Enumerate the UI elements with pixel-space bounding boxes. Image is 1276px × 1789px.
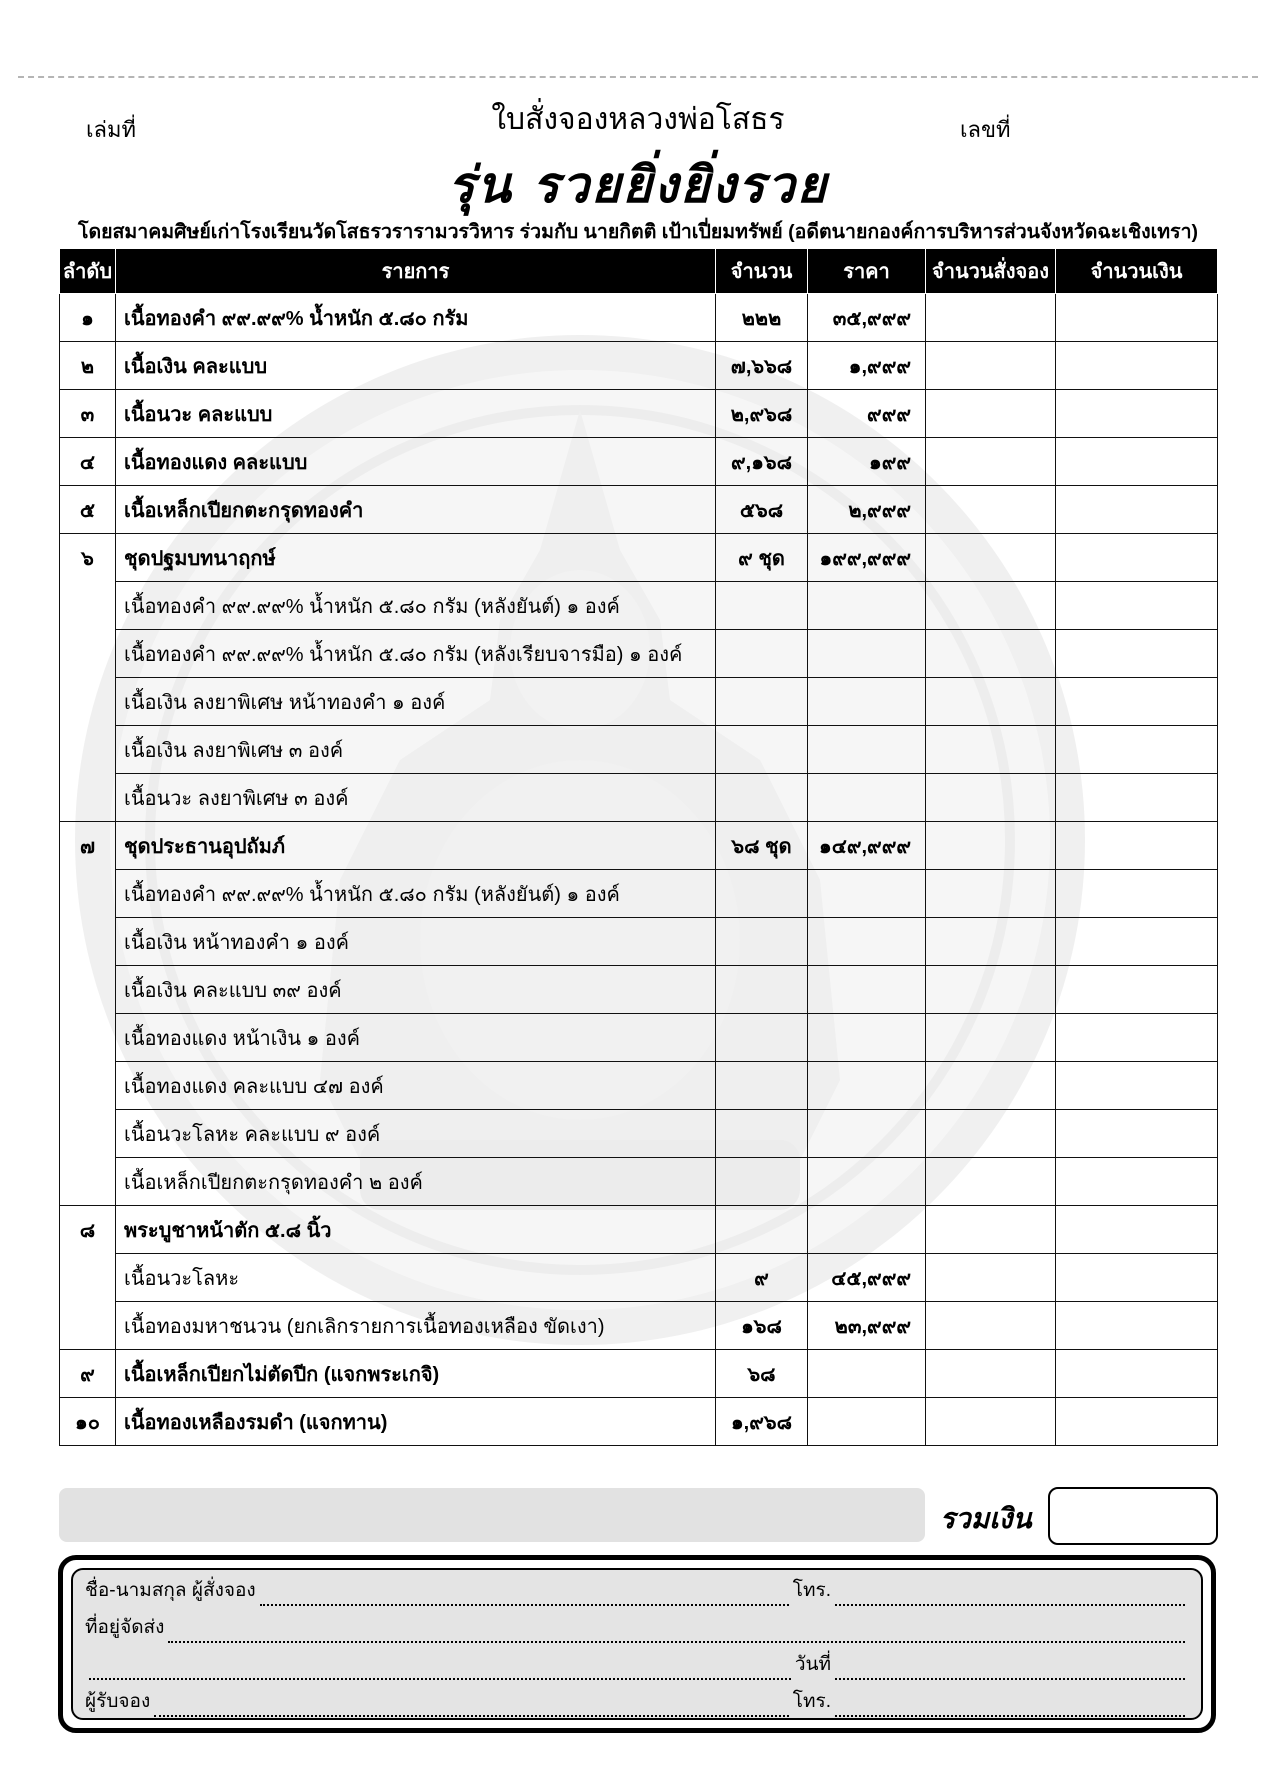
row-item: เนื้อเงิน ลงยาพิเศษ ๓ องค์ bbox=[116, 726, 716, 774]
row-item: เนื้อทองเหลืองรมดำ (แจกทาน) bbox=[116, 1398, 716, 1446]
row-number bbox=[60, 966, 116, 1014]
receiver-phone-label: โทร. bbox=[792, 1691, 831, 1712]
row-price bbox=[808, 870, 926, 918]
row-item: ชุดประธานอุปถัมภ์ bbox=[116, 822, 716, 870]
row-number: ๑ bbox=[60, 294, 116, 342]
row-order-qty-field[interactable] bbox=[926, 918, 1056, 966]
row-amount-field[interactable] bbox=[1056, 1110, 1218, 1158]
row-quantity bbox=[716, 726, 808, 774]
row-number: ๒ bbox=[60, 342, 116, 390]
row-order-qty-field[interactable] bbox=[926, 342, 1056, 390]
row-quantity bbox=[716, 630, 808, 678]
order-table-body bbox=[60, 294, 1218, 1446]
row-quantity bbox=[716, 1110, 808, 1158]
row-number bbox=[60, 1110, 116, 1158]
table-row bbox=[60, 774, 1218, 822]
row-amount-field[interactable] bbox=[1056, 438, 1218, 486]
row-quantity: ๖๘ ชุด bbox=[716, 822, 808, 870]
row-item: เนื้อทองแดง คละแบบ ๔๗ องค์ bbox=[116, 1062, 716, 1110]
row-order-qty-field[interactable] bbox=[926, 966, 1056, 1014]
table-row bbox=[60, 438, 1218, 486]
row-number: ๘ bbox=[60, 1206, 116, 1254]
row-price bbox=[808, 582, 926, 630]
table-row bbox=[60, 1206, 1218, 1254]
receiver-label: ผู้รับจอง bbox=[85, 1691, 151, 1712]
table-row bbox=[60, 342, 1218, 390]
row-order-qty-field[interactable] bbox=[926, 1398, 1056, 1446]
row-quantity: ๑,๙๖๘ bbox=[716, 1398, 808, 1446]
book-number-label: เล่มที่ bbox=[86, 117, 137, 142]
row-amount-field[interactable] bbox=[1056, 630, 1218, 678]
row-quantity bbox=[716, 1062, 808, 1110]
row-number bbox=[60, 726, 116, 774]
row-number bbox=[60, 870, 116, 918]
row-price: ๒๓,๙๙๙ bbox=[808, 1302, 926, 1350]
row-order-qty-field[interactable] bbox=[926, 1254, 1056, 1302]
row-order-qty-field[interactable] bbox=[926, 582, 1056, 630]
row-number bbox=[60, 678, 116, 726]
row-number bbox=[60, 582, 116, 630]
table-row bbox=[60, 1398, 1218, 1446]
row-amount-field[interactable] bbox=[1056, 1014, 1218, 1062]
row-amount-field[interactable] bbox=[1056, 774, 1218, 822]
row-price: ๓๕,๙๙๙ bbox=[808, 294, 926, 342]
row-number bbox=[60, 1014, 116, 1062]
row-order-qty-field[interactable] bbox=[926, 630, 1056, 678]
row-amount-field[interactable] bbox=[1056, 918, 1218, 966]
row-order-qty-field[interactable] bbox=[926, 1014, 1056, 1062]
row-price bbox=[808, 1110, 926, 1158]
row-number bbox=[60, 918, 116, 966]
row-order-qty-field[interactable] bbox=[926, 1206, 1056, 1254]
row-item: เนื้อนวะโลหะ bbox=[116, 1254, 716, 1302]
row-item: เนื้อเหล็กเปียกตะกรุดทองคำ bbox=[116, 486, 716, 534]
row-item: พระบูชาหน้าตัก ๕.๘ นิ้ว bbox=[116, 1206, 716, 1254]
row-amount-field[interactable] bbox=[1056, 822, 1218, 870]
row-item: เนื้อทองคำ ๙๙.๙๙% น้ำหนัก ๕.๘๐ กรัม (หลังเรียบจารมือ) ๑ องค์ bbox=[116, 630, 716, 678]
row-number bbox=[60, 1158, 116, 1206]
row-item: เนื้อนวะโลหะ คละแบบ ๙ องค์ bbox=[116, 1110, 716, 1158]
row-price bbox=[808, 678, 926, 726]
row-amount-field[interactable] bbox=[1056, 870, 1218, 918]
row-quantity bbox=[716, 582, 808, 630]
row-number: ๑๐ bbox=[60, 1398, 116, 1446]
row-quantity bbox=[716, 1158, 808, 1206]
row-price bbox=[808, 726, 926, 774]
row-item: เนื้อนวะ คละแบบ bbox=[116, 390, 716, 438]
row-item: เนื้อนวะ ลงยาพิเศษ ๓ องค์ bbox=[116, 774, 716, 822]
name-label: ชื่อ-นามสกุล ผู้สั่งจอง bbox=[85, 1580, 256, 1601]
table-row bbox=[60, 1158, 1218, 1206]
table-row bbox=[60, 1302, 1218, 1350]
row-order-qty-field[interactable] bbox=[926, 534, 1056, 582]
page-title: ใบสั่งจองหลวงพ่อโสธร bbox=[491, 103, 785, 136]
table-row bbox=[60, 822, 1218, 870]
row-order-qty-field[interactable] bbox=[926, 1110, 1056, 1158]
row-item: เนื้อทองคำ ๙๙.๙๙% น้ำหนัก ๕.๘๐ กรัม (หลังยันต์) ๑ องค์ bbox=[116, 870, 716, 918]
table-row bbox=[60, 1062, 1218, 1110]
row-amount-field[interactable] bbox=[1056, 342, 1218, 390]
row-price: ๑๔๙,๙๙๙ bbox=[808, 822, 926, 870]
phone-label: โทร. bbox=[792, 1580, 831, 1601]
row-number: ๖ bbox=[60, 534, 116, 582]
table-row bbox=[60, 1014, 1218, 1062]
row-order-qty-field[interactable] bbox=[926, 726, 1056, 774]
row-number bbox=[60, 1302, 116, 1350]
row-amount-field[interactable] bbox=[1056, 390, 1218, 438]
date-field[interactable] bbox=[835, 1658, 1185, 1680]
row-number: ๕ bbox=[60, 486, 116, 534]
total-amount-field[interactable] bbox=[1048, 1487, 1218, 1545]
address-label: ที่อยู่จัดส่ง bbox=[85, 1617, 165, 1638]
receiver-phone-line bbox=[85, 1687, 1189, 1717]
organizer-subtitle: โดยสมาคมศิษย์เก่าโรงเรียนวัดโสธรวรารามวรวิหาร ร่วมกับ นายกิตติ เป้าเปี่ยมทรัพย์ (อดีตนายกองค์การบริหารส่วนจังหวัดฉะเชิงเทรา) bbox=[77, 221, 1199, 243]
row-item: เนื้อทองแดง หน้าเงิน ๑ องค์ bbox=[116, 1014, 716, 1062]
receiver-phone-field[interactable] bbox=[835, 1695, 1185, 1717]
row-order-qty-field[interactable] bbox=[926, 390, 1056, 438]
receiver-field[interactable] bbox=[154, 1695, 789, 1717]
order-table bbox=[59, 248, 1218, 1446]
row-price: ๙๙๙ bbox=[808, 390, 926, 438]
row-price: ๒,๙๙๙ bbox=[808, 486, 926, 534]
customer-form bbox=[58, 1555, 1216, 1733]
col-header-item: รายการ bbox=[116, 249, 716, 294]
table-row bbox=[60, 918, 1218, 966]
cut-line bbox=[18, 76, 1258, 78]
row-order-qty-field[interactable] bbox=[926, 774, 1056, 822]
row-price: ๑๙๙ bbox=[808, 438, 926, 486]
row-price bbox=[808, 1398, 926, 1446]
row-amount-field[interactable] bbox=[1056, 1302, 1218, 1350]
row-order-qty-field[interactable] bbox=[926, 870, 1056, 918]
row-item: เนื้อเหล็กเปียกตะกรุดทองคำ ๒ องค์ bbox=[116, 1158, 716, 1206]
table-row bbox=[60, 966, 1218, 1014]
form-number-label: เลขที่ bbox=[960, 117, 1011, 142]
table-header-row bbox=[60, 249, 1218, 294]
table-row bbox=[60, 726, 1218, 774]
row-quantity bbox=[716, 774, 808, 822]
row-amount-field[interactable] bbox=[1056, 1062, 1218, 1110]
row-amount-field[interactable] bbox=[1056, 1254, 1218, 1302]
row-quantity: ๕๖๘ bbox=[716, 486, 808, 534]
row-amount-field[interactable] bbox=[1056, 1158, 1218, 1206]
col-header-price: ราคา bbox=[808, 249, 926, 294]
row-quantity: ๒,๙๖๘ bbox=[716, 390, 808, 438]
total-label: รวมเงิน bbox=[940, 1502, 1032, 1535]
table-row bbox=[60, 870, 1218, 918]
name-field[interactable] bbox=[260, 1584, 789, 1606]
row-quantity bbox=[716, 678, 808, 726]
address-date-line bbox=[85, 1650, 1189, 1680]
row-order-qty-field[interactable] bbox=[926, 1302, 1056, 1350]
table-row bbox=[60, 1110, 1218, 1158]
row-order-qty-field[interactable] bbox=[926, 294, 1056, 342]
col-header-amount: จำนวนเงิน bbox=[1056, 249, 1218, 294]
row-order-qty-field[interactable] bbox=[926, 1350, 1056, 1398]
row-item: เนื้อทองแดง คละแบบ bbox=[116, 438, 716, 486]
table-row bbox=[60, 486, 1218, 534]
row-order-qty-field[interactable] bbox=[926, 1062, 1056, 1110]
row-quantity: ๙,๑๖๘ bbox=[716, 438, 808, 486]
edition-title: รุ่น รวยยิ่งยิ่งรวย bbox=[447, 155, 829, 214]
name-phone-line bbox=[85, 1576, 1189, 1606]
date-label: วันที่ bbox=[794, 1654, 831, 1675]
table-row bbox=[60, 390, 1218, 438]
row-item: เนื้อเหล็กเปียกไม่ตัดปีก (แจกพระเกจิ) bbox=[116, 1350, 716, 1398]
customer-form-panel bbox=[71, 1568, 1203, 1720]
table-row bbox=[60, 294, 1218, 342]
phone-field[interactable] bbox=[835, 1584, 1185, 1606]
row-item: เนื้อทองมหาชนวน (ยกเลิกรายการเนื้อทองเหลือง ขัดเงา) bbox=[116, 1302, 716, 1350]
row-quantity bbox=[716, 1014, 808, 1062]
row-number bbox=[60, 630, 116, 678]
row-item: เนื้อทองคำ ๙๙.๙๙% น้ำหนัก ๕.๘๐ กรัม bbox=[116, 294, 716, 342]
row-number: ๓ bbox=[60, 390, 116, 438]
row-quantity: ๑๖๘ bbox=[716, 1302, 808, 1350]
col-header-order-qty: จำนวนสั่งจอง bbox=[926, 249, 1056, 294]
row-quantity: ๙ ชุด bbox=[716, 534, 808, 582]
row-amount-field[interactable] bbox=[1056, 486, 1218, 534]
address-line bbox=[85, 1613, 1189, 1643]
row-number: ๗ bbox=[60, 822, 116, 870]
row-quantity bbox=[716, 1206, 808, 1254]
table-row bbox=[60, 582, 1218, 630]
row-order-qty-field[interactable] bbox=[926, 678, 1056, 726]
row-price bbox=[808, 918, 926, 966]
row-order-qty-field[interactable] bbox=[926, 486, 1056, 534]
row-item: เนื้อเงิน ลงยาพิเศษ หน้าทองคำ ๑ องค์ bbox=[116, 678, 716, 726]
row-amount-field[interactable] bbox=[1056, 534, 1218, 582]
row-quantity: ๙ bbox=[716, 1254, 808, 1302]
row-order-qty-field[interactable] bbox=[926, 822, 1056, 870]
col-header-no: ลำดับ bbox=[60, 249, 116, 294]
row-price bbox=[808, 774, 926, 822]
row-order-qty-field[interactable] bbox=[926, 438, 1056, 486]
row-item: เนื้อเงิน คละแบบ ๓๙ องค์ bbox=[116, 966, 716, 1014]
address-field[interactable] bbox=[168, 1621, 1185, 1643]
row-price: ๑,๙๙๙ bbox=[808, 342, 926, 390]
row-price bbox=[808, 1062, 926, 1110]
row-item: เนื้อทองคำ ๙๙.๙๙% น้ำหนัก ๕.๘๐ กรัม (หลังยันต์) ๑ องค์ bbox=[116, 582, 716, 630]
row-number: ๔ bbox=[60, 438, 116, 486]
row-price bbox=[808, 966, 926, 1014]
row-quantity bbox=[716, 870, 808, 918]
table-row bbox=[60, 1350, 1218, 1398]
row-number: ๙ bbox=[60, 1350, 116, 1398]
row-amount-field[interactable] bbox=[1056, 966, 1218, 1014]
row-order-qty-field[interactable] bbox=[926, 1158, 1056, 1206]
row-amount-field[interactable] bbox=[1056, 1398, 1218, 1446]
table-row bbox=[60, 534, 1218, 582]
row-amount-field[interactable] bbox=[1056, 1350, 1218, 1398]
row-price bbox=[808, 1014, 926, 1062]
row-number bbox=[60, 1062, 116, 1110]
row-price: ๑๙๙,๙๙๙ bbox=[808, 534, 926, 582]
table-row bbox=[60, 1254, 1218, 1302]
row-number bbox=[60, 774, 116, 822]
row-amount-field[interactable] bbox=[1056, 294, 1218, 342]
row-number bbox=[60, 1254, 116, 1302]
row-price bbox=[808, 1350, 926, 1398]
table-row bbox=[60, 630, 1218, 678]
row-quantity bbox=[716, 918, 808, 966]
row-quantity: ๗,๖๖๘ bbox=[716, 342, 808, 390]
row-item: เนื้อเงิน คละแบบ bbox=[116, 342, 716, 390]
row-price: ๔๕,๙๙๙ bbox=[808, 1254, 926, 1302]
row-price bbox=[808, 630, 926, 678]
row-amount-field[interactable] bbox=[1056, 678, 1218, 726]
row-item: เนื้อเงิน หน้าทองคำ ๑ องค์ bbox=[116, 918, 716, 966]
address-field-2[interactable] bbox=[89, 1658, 791, 1680]
row-quantity: ๒๒๒ bbox=[716, 294, 808, 342]
col-header-quantity: จำนวน bbox=[716, 249, 808, 294]
row-price bbox=[808, 1158, 926, 1206]
row-quantity: ๖๘ bbox=[716, 1350, 808, 1398]
total-bar bbox=[59, 1488, 925, 1542]
row-quantity bbox=[716, 966, 808, 1014]
row-amount-field[interactable] bbox=[1056, 1206, 1218, 1254]
row-item: ชุดปฐมบทนาฤกษ์ bbox=[116, 534, 716, 582]
table-row bbox=[60, 678, 1218, 726]
row-amount-field[interactable] bbox=[1056, 582, 1218, 630]
row-amount-field[interactable] bbox=[1056, 726, 1218, 774]
row-price bbox=[808, 1206, 926, 1254]
